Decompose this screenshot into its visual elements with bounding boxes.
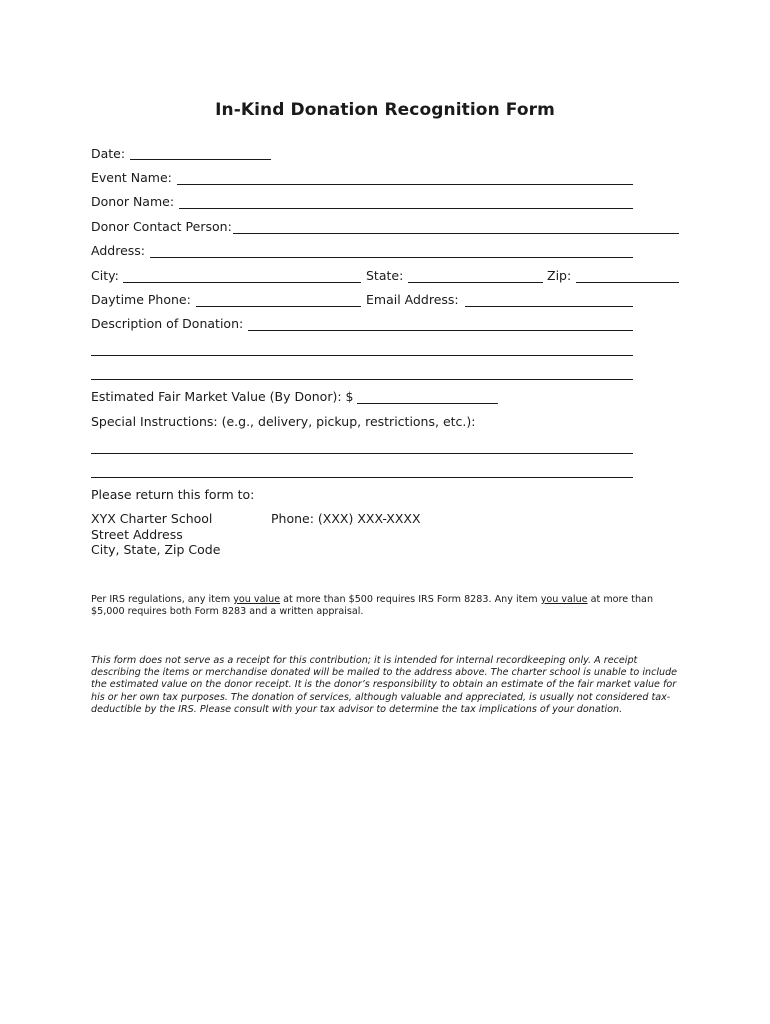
daytime-phone-label: Daytime Phone: — [91, 292, 191, 307]
return-city-state-zip: City, State, Zip Code — [91, 542, 221, 557]
return-address — [91, 511, 220, 558]
city-label: City: — [91, 268, 119, 283]
special-instructions-label: Special Instructions: (e.g., delivery, pickup, restrictions, etc.): — [91, 414, 476, 429]
irs-note-part-1: Per IRS regulations, any item — [91, 594, 234, 605]
return-heading: Please return this form to: — [91, 487, 255, 502]
return-school: XYX Charter School — [91, 511, 213, 526]
email-label: Email Address: — [366, 292, 459, 307]
event-name-label: Event Name: — [91, 170, 172, 185]
irs-note-you-value-2: you value — [540, 594, 588, 605]
fair-market-value-label: Estimated Fair Market Value (By Donor): $ — [91, 389, 354, 404]
fair-market-value-field[interactable] — [357, 403, 498, 404]
email-field[interactable] — [465, 306, 633, 307]
form-title: In-Kind Donation Recognition Form — [215, 100, 555, 120]
description-label: Description of Donation: — [91, 316, 244, 331]
zip-label: Zip: — [547, 268, 572, 283]
date-field[interactable] — [130, 159, 271, 160]
event-name-field[interactable] — [177, 184, 633, 185]
irs-note-part-3: at more than $5,000 requires both Form 8283 and a written appraisal. — [91, 594, 654, 618]
special-instructions-field-line-2[interactable] — [91, 477, 633, 478]
address-field[interactable] — [150, 257, 633, 258]
return-phone: Phone: (XXX) XXX-XXXX — [271, 511, 421, 526]
donor-contact-label: Donor Contact Person: — [91, 219, 232, 234]
special-instructions-field-line-1[interactable] — [91, 453, 633, 454]
description-field-line-2[interactable] — [91, 355, 633, 356]
state-field[interactable] — [408, 282, 543, 283]
irs-note-you-value-1: you value — [233, 594, 281, 605]
donor-name-field[interactable] — [179, 208, 633, 209]
address-label: Address: — [91, 243, 145, 258]
donor-contact-field[interactable] — [233, 233, 679, 234]
return-street: Street Address — [91, 526, 183, 542]
irs-note-part-2: at more than $500 requires IRS Form 8283. Any item — [280, 594, 541, 605]
daytime-phone-field[interactable] — [196, 306, 361, 307]
donor-name-label: Donor Name: — [91, 194, 175, 209]
zip-field[interactable] — [576, 282, 679, 283]
description-field-line-1[interactable] — [248, 330, 633, 331]
date-label: Date: — [91, 146, 126, 161]
disclaimer-text: This form does not serve as a receipt for this contribution; it is intended for internal recordkeeping only. A receipt describing the items or merchandise donated will be mailed to the address above. The charter school is unable to include the estimated value on the donor receipt. It is the donor’s responsibility to obtain an estimate of the fair market value for his or her own tax purposes. The donation of services, although valuable and appreciated, is usually not considered tax-deductible by the IRS. Please consult with your tax advisor to determine the tax implications of your donation. — [91, 655, 678, 715]
city-field[interactable] — [123, 282, 361, 283]
irs-note — [91, 594, 681, 618]
description-field-line-3[interactable] — [91, 379, 633, 380]
state-label: State: — [366, 268, 404, 283]
